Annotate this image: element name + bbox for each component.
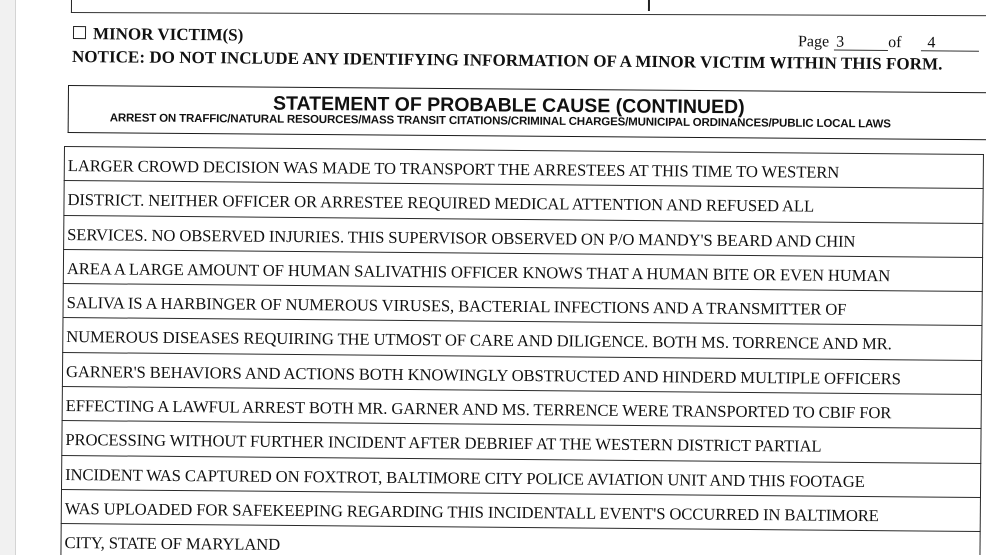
section-subtitle: ARREST ON TRAFFIC/NATURAL RESOURCES/MASS TRANSIT CITATIONS/CRIMINAL CHARGES/MUNICIPAL ORDINANCES/PUBLIC LOCAL LAWS: [109, 112, 891, 131]
section-title: STATEMENT OF PROBABLE CAUSE (CONTINUED): [272, 92, 745, 119]
of-label: of: [888, 33, 902, 52]
narrative-line-text: SALIVA IS A HARBINGER OF NUMEROUS VIRUSES, BACTERIAL INFECTIONS AND A TRANSMITTER OF: [66, 293, 847, 320]
narrative-line-text: DISTRICT. NEITHER OFFICER OR ARRESTEE REQUIRED MEDICAL ATTENTION AND REFUSED ALL: [67, 190, 815, 216]
narrative-line-text: EFFECTING A LAWFUL ARREST BOTH MR. GARNER AND MS. TERRENCE WERE TRANSPORTED TO CBIF FOR: [65, 396, 892, 423]
minor-victim-option[interactable]: [73, 24, 243, 45]
narrative-line-text: CITY, STATE OF MARYLAND: [64, 533, 281, 555]
current-page-field: 3: [834, 35, 888, 51]
minor-victim-checkbox[interactable]: [73, 26, 86, 39]
narrative-line-text: LARGER CROWD DECISION WAS MADE TO TRANSPORT THE ARRESTEES AT THIS TIME TO WESTERN: [67, 156, 840, 182]
minor-victim-notice: NOTICE: DO NOT INCLUDE ANY IDENTIFYING INFORMATION OF A MINOR VICTIM WITHIN THIS FORM.: [71, 47, 943, 74]
narrative-line-text: PROCESSING WITHOUT FURTHER INCIDENT AFTER DEBRIEF AT THE WESTERN DISTRICT PARTIAL: [65, 430, 822, 456]
narrative-line-text: WAS UPLOADED FOR SAFEKEEPING REGARDING THIS INCIDENTALL EVENT'S OCCURRED IN BALTIMORE: [64, 498, 879, 526]
narrative-line-text: INCIDENT WAS CAPTURED ON FOXTROT, BALTIMORE CITY POLICE AVIATION UNIT AND THIS FOOTAGE: [65, 464, 865, 491]
total-pages-field: 4: [921, 35, 979, 52]
page-label: Page: [797, 33, 830, 51]
narrative-line-text: SERVICES. NO OBSERVED INJURIES. THIS SUPERVISOR OBSERVED ON P/O MANDY'S BEARD AND CHIN: [67, 224, 856, 251]
narrative-line-text: NUMEROUS DISEASES REQUIRING THE UTMOST OF CARE AND DILIGENCE. BOTH MS. TORRENCE AND MR.: [66, 327, 892, 354]
section-heading-box: [68, 85, 986, 140]
viewer-left-gutter: [0, 0, 16, 555]
page-number-indicator: [798, 33, 980, 53]
narrative-line-text: GARNER'S BEHAVIORS AND ACTIONS BOTH KNOWINGLY OBSTRUCTED AND HINDERD MULTIPLE OFFICERS: [65, 361, 901, 389]
probable-cause-narrative: [60, 146, 986, 555]
document-page[interactable]: [16, 0, 986, 555]
narrative-line-text: AREA A LARGE AMOUNT OF HUMAN SALIVATHIS OFFICER KNOWS THAT A HUMAN BITE OR EVEN HUMAN: [66, 258, 891, 286]
previous-section-box-bottom: [71, 0, 986, 16]
previous-section-divider: [648, 0, 650, 11]
minor-victim-label: MINOR VICTIM(S): [92, 24, 244, 45]
